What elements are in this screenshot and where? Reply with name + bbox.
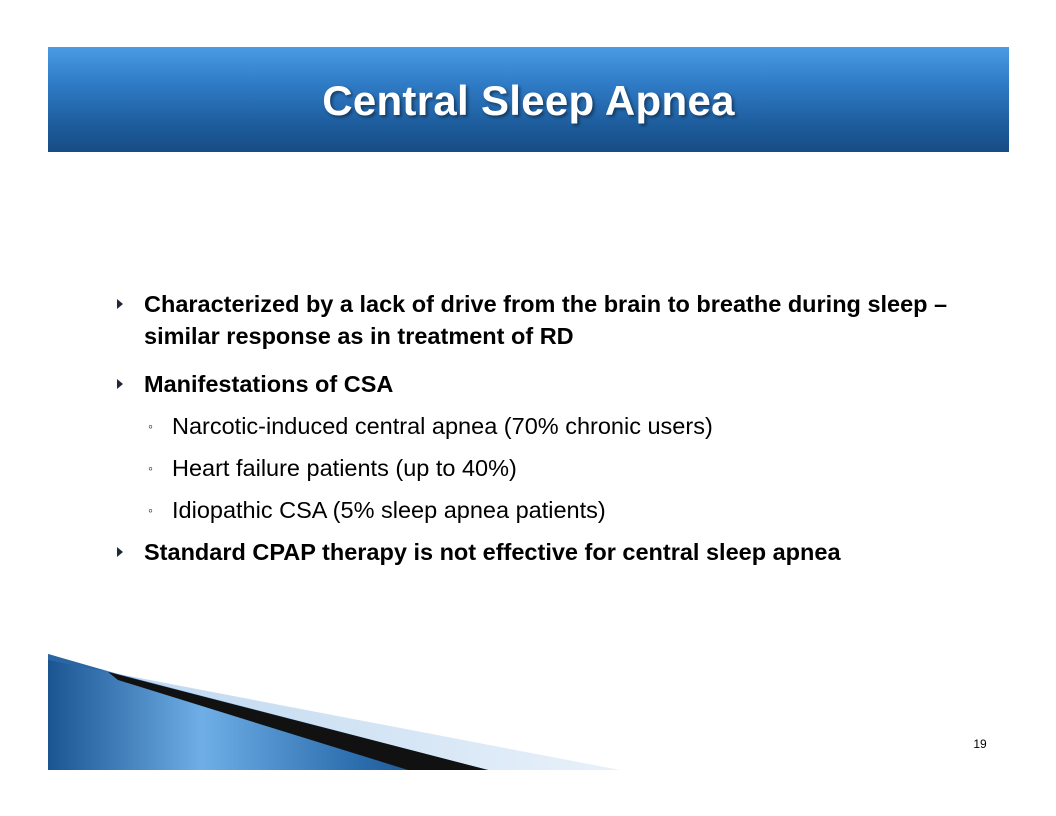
slide-title: Central Sleep Apnea	[322, 77, 735, 124]
sub-bullet-text: Heart failure patients (up to 40%)	[172, 455, 517, 481]
bullet-text: Manifestations of CSA	[144, 371, 394, 397]
sub-bullet-item	[115, 452, 975, 484]
sub-bullet-item	[115, 494, 975, 526]
circle-bullet-icon: ◦	[148, 460, 153, 476]
circle-bullet-icon: ◦	[148, 502, 153, 518]
triangle-bullet-icon	[117, 379, 123, 389]
bullet-list	[115, 288, 975, 584]
bullet-item	[115, 288, 975, 352]
bullet-text: Characterized by a lack of drive from the brain to breathe during sleep – similar response as in treatment of RD	[144, 291, 948, 349]
page-number: 19	[973, 737, 987, 751]
decorative-swoosh	[48, 654, 620, 770]
circle-bullet-icon: ◦	[148, 418, 153, 434]
title-banner	[48, 47, 1009, 152]
triangle-bullet-icon	[117, 299, 123, 309]
bullet-item	[115, 368, 975, 400]
bullet-item	[115, 536, 975, 568]
sub-bullet-item	[115, 410, 975, 442]
triangle-bullet-icon	[117, 547, 123, 557]
sub-bullet-text: Narcotic-induced central apnea (70% chronic users)	[172, 413, 713, 439]
sub-bullet-text: Idiopathic CSA (5% sleep apnea patients)	[172, 497, 606, 523]
bullet-text: Standard CPAP therapy is not effective for central sleep apnea	[144, 539, 841, 565]
